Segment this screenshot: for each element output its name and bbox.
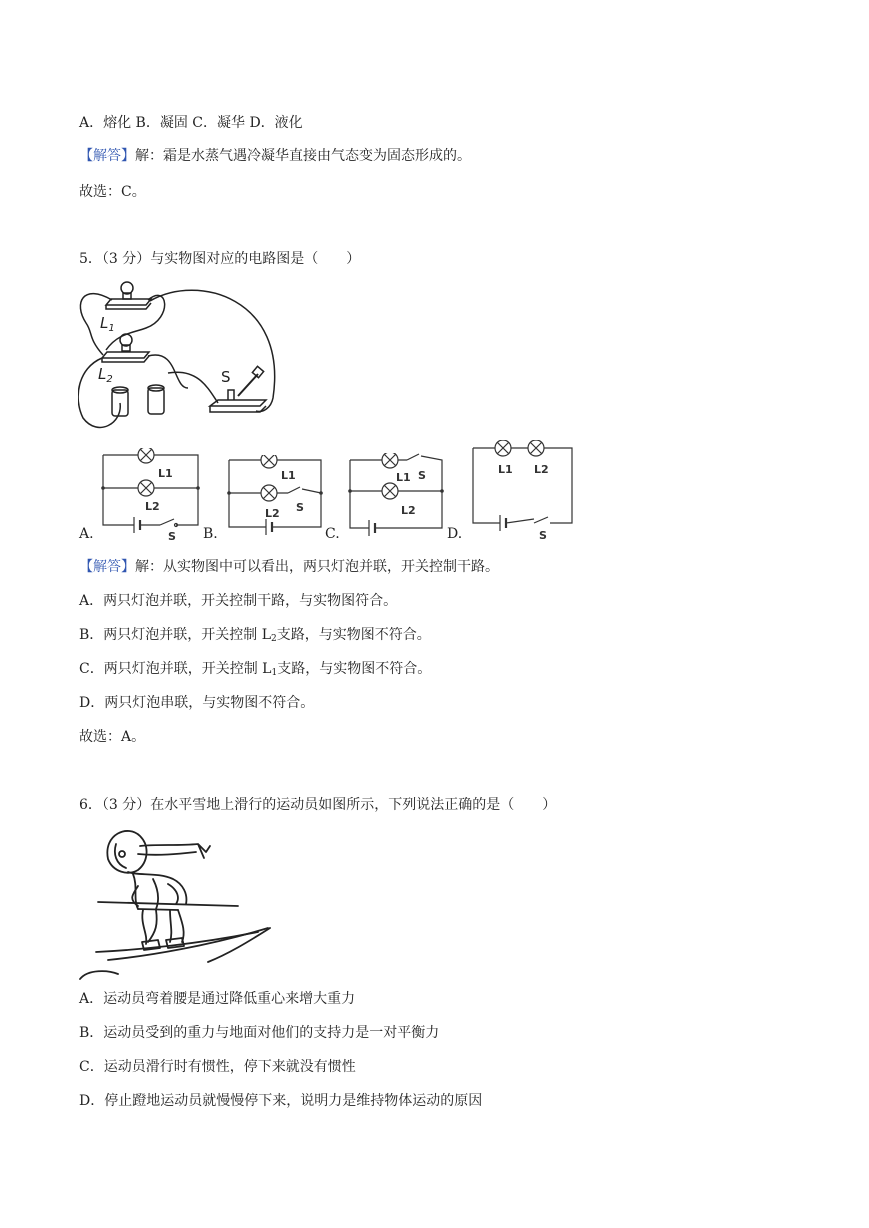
option-c-letter: C. <box>325 526 340 542</box>
label-s: S <box>221 368 231 386</box>
q4-choice: 故选：C。 <box>79 184 146 200</box>
physical-circuit-figure <box>78 278 283 438</box>
lamp-label: L2 <box>401 504 416 517</box>
circuit-diagram-d <box>468 440 578 544</box>
lamp-label: L2 <box>534 463 549 476</box>
switch-label: S <box>418 469 426 482</box>
battery-2 <box>148 388 164 414</box>
lamp-label: L1 <box>396 471 411 484</box>
circuit-diagram-c <box>345 453 447 545</box>
q6-option-c: C．运动员滑行时有惯性，停下来就没有惯性 <box>79 1059 356 1075</box>
q6-option-b: B．运动员受到的重力与地面对他们的支持力是一对平衡力 <box>79 1025 440 1041</box>
bulb-board-2 <box>102 352 149 358</box>
label-l1: $L_1$ <box>100 314 115 334</box>
skier-figure <box>78 824 273 980</box>
switch-label: S <box>539 529 547 542</box>
switch-label: S <box>168 530 176 543</box>
q5-analysis-d: D．两只灯泡串联，与实物图不符合。 <box>79 695 315 711</box>
circuit-diagram-a <box>98 448 204 543</box>
option-a-letter: A. <box>79 526 94 542</box>
option-b-letter: B. <box>203 526 218 542</box>
answer-text: 解：霜是水蒸气遇冷凝华直接由气态变为固态形成的。 <box>135 148 471 164</box>
bulb-board-1 <box>106 299 151 305</box>
bulb-1-icon <box>121 282 133 294</box>
answer-tag: 【解答】 <box>79 148 135 164</box>
q5-analysis-a: A．两只灯泡并联，开关控制干路，与实物图符合。 <box>79 593 398 609</box>
switch-board <box>210 400 266 406</box>
q5-analysis-c: C．两只灯泡并联，开关控制 $L_1$支路，与实物图不符合。 <box>79 661 432 678</box>
lamp-label: L1 <box>281 469 296 482</box>
q5-stem: 5．（3 分）与实物图对应的电路图是（ ） <box>79 251 361 267</box>
switch-icon <box>534 517 548 523</box>
q6-option-a: A．运动员弯着腰是通过降低重心来增大重力 <box>79 991 356 1007</box>
answer-text: 解：从实物图中可以看出，两只灯泡并联，开关控制干路。 <box>135 559 499 575</box>
circuit-diagram-b <box>224 455 326 545</box>
switch-icon <box>288 487 300 493</box>
q6-stem: 6．（3 分）在水平雪地上滑行的运动员如图所示，下列说法正确的是（ ） <box>79 797 557 813</box>
switch-icon <box>407 454 419 460</box>
switch-icon <box>160 519 174 525</box>
label-l2: $L_2$ <box>98 365 113 385</box>
q4-answer <box>79 147 471 165</box>
q5-choice: 故选：A。 <box>79 729 146 745</box>
lamp-label: L2 <box>145 500 160 513</box>
lamp-label: L1 <box>498 463 513 476</box>
lamp-label: L1 <box>158 467 173 480</box>
answer-tag: 【解答】 <box>79 559 135 575</box>
option-d-letter: D. <box>447 526 463 542</box>
q4-options: A．熔化 B．凝固 C．凝华 D．液化 <box>79 115 303 131</box>
q5-answer <box>79 558 499 576</box>
lamp-label: L2 <box>265 507 280 520</box>
switch-label: S <box>296 501 304 514</box>
q6-option-d: D．停止蹬地运动员就慢慢停下来，说明力是维持物体运动的原因 <box>79 1093 483 1109</box>
q5-analysis-b: B．两只灯泡并联，开关控制 $L_2$支路，与实物图不符合。 <box>79 627 431 644</box>
